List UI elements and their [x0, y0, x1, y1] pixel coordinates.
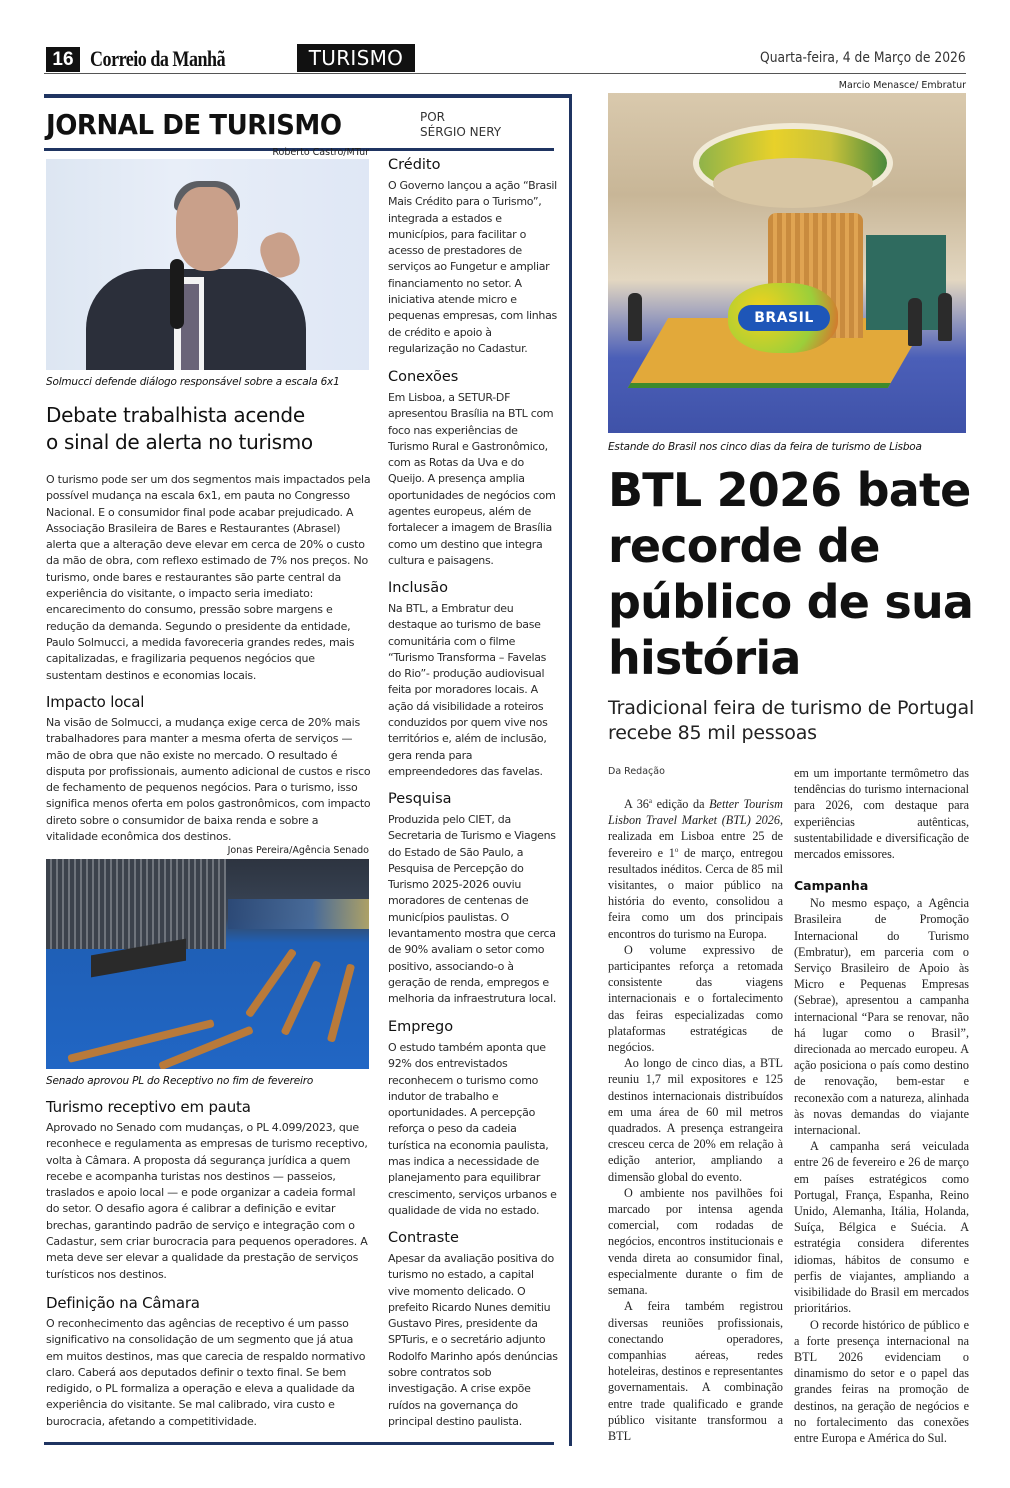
article-paragraph: A campanha será veiculada entre 26 de fevereiro e 26 de março em países estratégicos como Portugal, França, Espanha, Reino Unido, Alemanha, Itália, Holanda, Suíça, Bélgica e Suécia. A estratégia considera diferentes idiomas, hábitos de consumo e perfis de viajantes, ampliando a visibilidade do Brasil em mercados prioritários.	[794, 1139, 969, 1316]
note-heading: Inclusão	[388, 580, 448, 596]
brasil-sign: BRASIL	[738, 305, 830, 331]
photo-shape	[908, 298, 922, 346]
note-body: Apesar da avaliação positiva do turismo no estado, a capital vive momento delicado. O prefeito Ricardo Nunes demitiu Gustavo Pires, presidente da SPTuris, e o secretário adjunto Rodolfo Marinho após denúncias sobre contratos sob investigação. A crise expõe ruídos na governança do principal destino paulista.	[388, 1252, 558, 1428]
note-heading: Pesquisa	[388, 791, 452, 807]
photo-shape	[245, 948, 297, 1018]
story-subhead: Definição na Câmara	[46, 1294, 200, 1312]
article-author: Da Redação	[608, 766, 665, 777]
issue-date: Quarta-feira, 4 de Março de 2026	[760, 50, 966, 66]
note-body: Em Lisboa, a SETUR-DF apresentou Brasília na BTL com foco nas experiências de Turismo Rural e Gastronômico, com as Rotas da Uva e do Queijo. A presença amplia oportunidades de negócios com agentes europeus, além de fortalecer a imagem de Brasília como um destino que integra cultura e paisagens.	[388, 391, 556, 567]
senate-photo	[46, 859, 369, 1069]
article-subheadline: Tradicional feira de turismo de Portugal recebe 85 mil pessoas	[608, 697, 975, 744]
article-paragraph: No mesmo espaço, a Agência Brasileira de Promoção Internacional do Turismo (Embratur), em parceria com o Serviço Brasileiro de Apoio às Micro e Pequenas Empresas (Sebrae), apresentou a campanha internacional “Para se renovar, não há lugar como o Brasil”, direcionada ao mercado europeu. A ação posiciona o país como destino de renovação, bem-estar e reconexão com a natureza, alinhada às novas demandas do viajante internacional.	[794, 896, 969, 1138]
article-paragraph: O volume expressivo de participantes reforça a retomada consistente das viagens internacionais e o fortalecimento das feiras especializadas como plataformas estratégicas de negócios.	[608, 942, 783, 1055]
masthead	[44, 44, 966, 74]
story-body: O turismo pode ser um dos segmentos mais impactados pela possível mudança na escala 6x1, em pauta no Congresso Nacional. E o consumidor final pode acabar prejudicado. A Associação Brasileira de Bares e Restaurantes (Abrasel) alerta que a alteração deve elevar em cerca de 20% o custo da mão de obra, com reflexo estimado de 7% nos preços. No turismo, onde bares e restaurantes são parte central da experiência do visitante, o impacto seria imediato: encarecimento do consumo, pressão sobre margens e redução da demanda. Segundo o presidente da entidade, Paulo Solmucci, a medida favoreceria grandes redes, mais capitalizadas, e fragilizaria pequenos negócios que sustentam destinos e economias locais.	[46, 473, 371, 682]
photo-shape	[866, 235, 946, 330]
photo-shape	[628, 293, 642, 341]
photo-shape	[176, 187, 238, 271]
article-paragraph: A feira também registrou diversas reuniões profissionais, conectando operadores, companhias aéreas, redes hoteleiras, destinos e representantes governamentais. A combinação entre trade qualificado e grande público visitante transformou a BTL	[608, 1299, 783, 1443]
byline-author: SÉRGIO NERY	[420, 125, 502, 139]
note-body: Produzida pelo CIET, da Secretaria de Turismo e Viagens do Estado de São Paulo, a Pesquisa de Percepção do Turismo 2025-2026 ouviu moradores de centenas de municípios paulistas. O levantamento mostra que cerca de 90% avaliam o setor como positivo, associando-o à geração de renda, empregos e melhoria da infraestrutura local.	[388, 813, 557, 1006]
brasil-stand-photo	[608, 93, 966, 433]
article-column-2	[794, 765, 969, 1446]
article-subhead: Campanha	[794, 878, 869, 894]
photo-shape	[938, 293, 952, 341]
speaker-photo	[46, 159, 369, 370]
bottom-divider	[44, 1442, 554, 1445]
photo-caption: Solmucci defende diálogo responsável sobre a escala 6x1	[46, 376, 340, 388]
article-paragraph: O recorde histórico de público e a forte presença internacional na BTL 2026 evidenciam o dinamismo do setor e o papel das grandes feiras na promoção de destinos, na geração de negócios e no fortalecimento das conexões entre Europa e América do Sul.	[794, 1317, 969, 1445]
column-byline	[420, 110, 501, 140]
note-heading: Emprego	[388, 1019, 454, 1035]
article-paragraph: Ao longo de cinco dias, a BTL reuniu 1,7 mil expositores e 125 destinos internacionais distribuídos em uma área de 60 mil metros quadrados. A presença estrangeira cresceu cerca de 20% em relação à edição anterior, ampliando a dimensão global do evento.	[608, 1056, 783, 1184]
story-subhead-body: O reconhecimento das agências de receptivo é um passo significativo na consolidação de um segmento que já atua em muitos destinos, mas que carecia de respaldo normativo claro. Caberá aos deputados definir o texto final. Se bem redigido, o PL formaliza a operação e eleva a qualidade da experiência do visitante. Se mal calibrado, vira custo e burocracia, afetando a competitividade.	[46, 1317, 366, 1428]
article-paragraph: A 36$^a$ edição da Better Tourism Lisbon Travel Market (BTL) 2026, realizada em Lisboa entre 25 de fevereiro e 1$^o$ de março, entregou resultados inéditos. Cerca de 85 mil visitantes, o maior público na história do evento, consolidou a feira como um dos principais encontros do turismo na Europa.	[608, 796, 784, 941]
story-subhead: Impacto local	[46, 693, 145, 711]
microphone-icon	[170, 259, 184, 329]
photo-credit: Roberto Castro/MTur	[272, 147, 369, 158]
page-number: 16	[46, 47, 80, 72]
photo-caption: Estande do Brasil nos cinco dias da feira de turismo de Lisboa	[608, 441, 922, 453]
section-label: TURISMO	[297, 44, 415, 72]
byline-prefix: POR	[420, 110, 446, 124]
story-subhead-body: Na visão de Solmucci, a mudança exige cerca de 20% mais trabalhadores para manter a mesma oferta de serviços — mão de obra que não existe no mercado. O resultado é disputa por profissionais, aumento adicional de custos e risco de fechamento de pequenos negócios. Para o turismo, isso significa menos oferta em polos gastronômicos, com impacto direto sobre o consumidor de baixa renda e sobre a vitalidade econômica dos destinos.	[46, 716, 371, 844]
story-headline: Debate trabalhista acende o sinal de alerta no turismo	[46, 403, 313, 454]
photo-shape	[280, 960, 321, 1036]
note-heading: Contraste	[388, 1230, 459, 1246]
note-heading: Conexões	[388, 369, 459, 385]
note-body: O Governo lançou a ação “Brasil Mais Crédito para o Turismo”, integrada a estados e municípios, para facilitar o acesso de prestadores de serviços ao Fungetur e ampliar financiamento no setor. A iniciativa atende micro e pequenas empresas, com linhas de crédito e apoio à regularização no Cadastur.	[388, 179, 557, 355]
article-paragraph: O ambiente nos pavilhões foi marcado por intensa agenda comercial, com rodadas de negócios, encontros institucionais e venda direta ao consumidor final, especialmente durante o fim de semana.	[608, 1185, 783, 1298]
photo-shape	[46, 859, 226, 949]
photo-shape	[713, 158, 873, 208]
photo-credit: Marcio Menasce/ Embratur	[838, 80, 966, 91]
photo-shape	[228, 899, 369, 929]
photo-caption: Senado aprovou PL do Receptivo no fim de fevereiro	[46, 1075, 314, 1087]
photo-credit: Jonas Pereira/Agência Senado	[227, 845, 369, 856]
photo-shape	[327, 963, 355, 1042]
note-body: Na BTL, a Embratur deu destaque ao turismo de base comunitária com o filme “Turismo Transforma – Favelas do Rio”- produção audiovisual feita por moradores locais. A ação dá visibilidade a roteiros conduzidos por quem vive nos territórios e, além de inclusão, gera renda para empreendedores das favelas.	[388, 602, 548, 778]
story-headline: Turismo receptivo em pauta	[46, 1098, 251, 1116]
article-column-1	[608, 796, 783, 1444]
article-paragraph: em um importante termômetro das tendências do turismo internacional para 2026, com destaque para experiências autênticas, sustentabilidade e diversificação de mercados emissores.	[794, 766, 969, 862]
note-heading: Crédito	[388, 157, 441, 173]
article-headline: BTL 2026 bate recorde de público de sua história	[608, 463, 974, 685]
note-body: O estudo também aponta que 92% dos entrevistados reconhecem o turismo como indutor de trabalho e oportunidades. A percepção reforça o peso da cadeia turística na economia paulista, mas indica a necessidade de planejamento para equilibrar crescimento, serviços urbanos e qualidade de vida no estado.	[388, 1041, 557, 1217]
story-body: Aprovado no Senado com mudanças, o PL 4.099/2023, que reconhece e regulamenta as empresas de turismo receptivo, volta à Câmara. A proposta dá segurança jurídica a quem recebe e acompanha turistas nos destinos — passeios, traslados e apoio local — e pode organizar a cadeia formal do setor. O desafio agora é calibrar a definição e evitar brechas, garantindo padrão de serviço e integração com o Cadastur, sem criar burocracia para pequenos operadores. A meta deve ser elevar a qualidade da prestação de serviços turísticos nos destinos.	[46, 1121, 368, 1281]
newspaper-logo: Correio da Manhã	[90, 46, 226, 71]
column-title: JORNAL DE TURISMO	[46, 108, 342, 141]
